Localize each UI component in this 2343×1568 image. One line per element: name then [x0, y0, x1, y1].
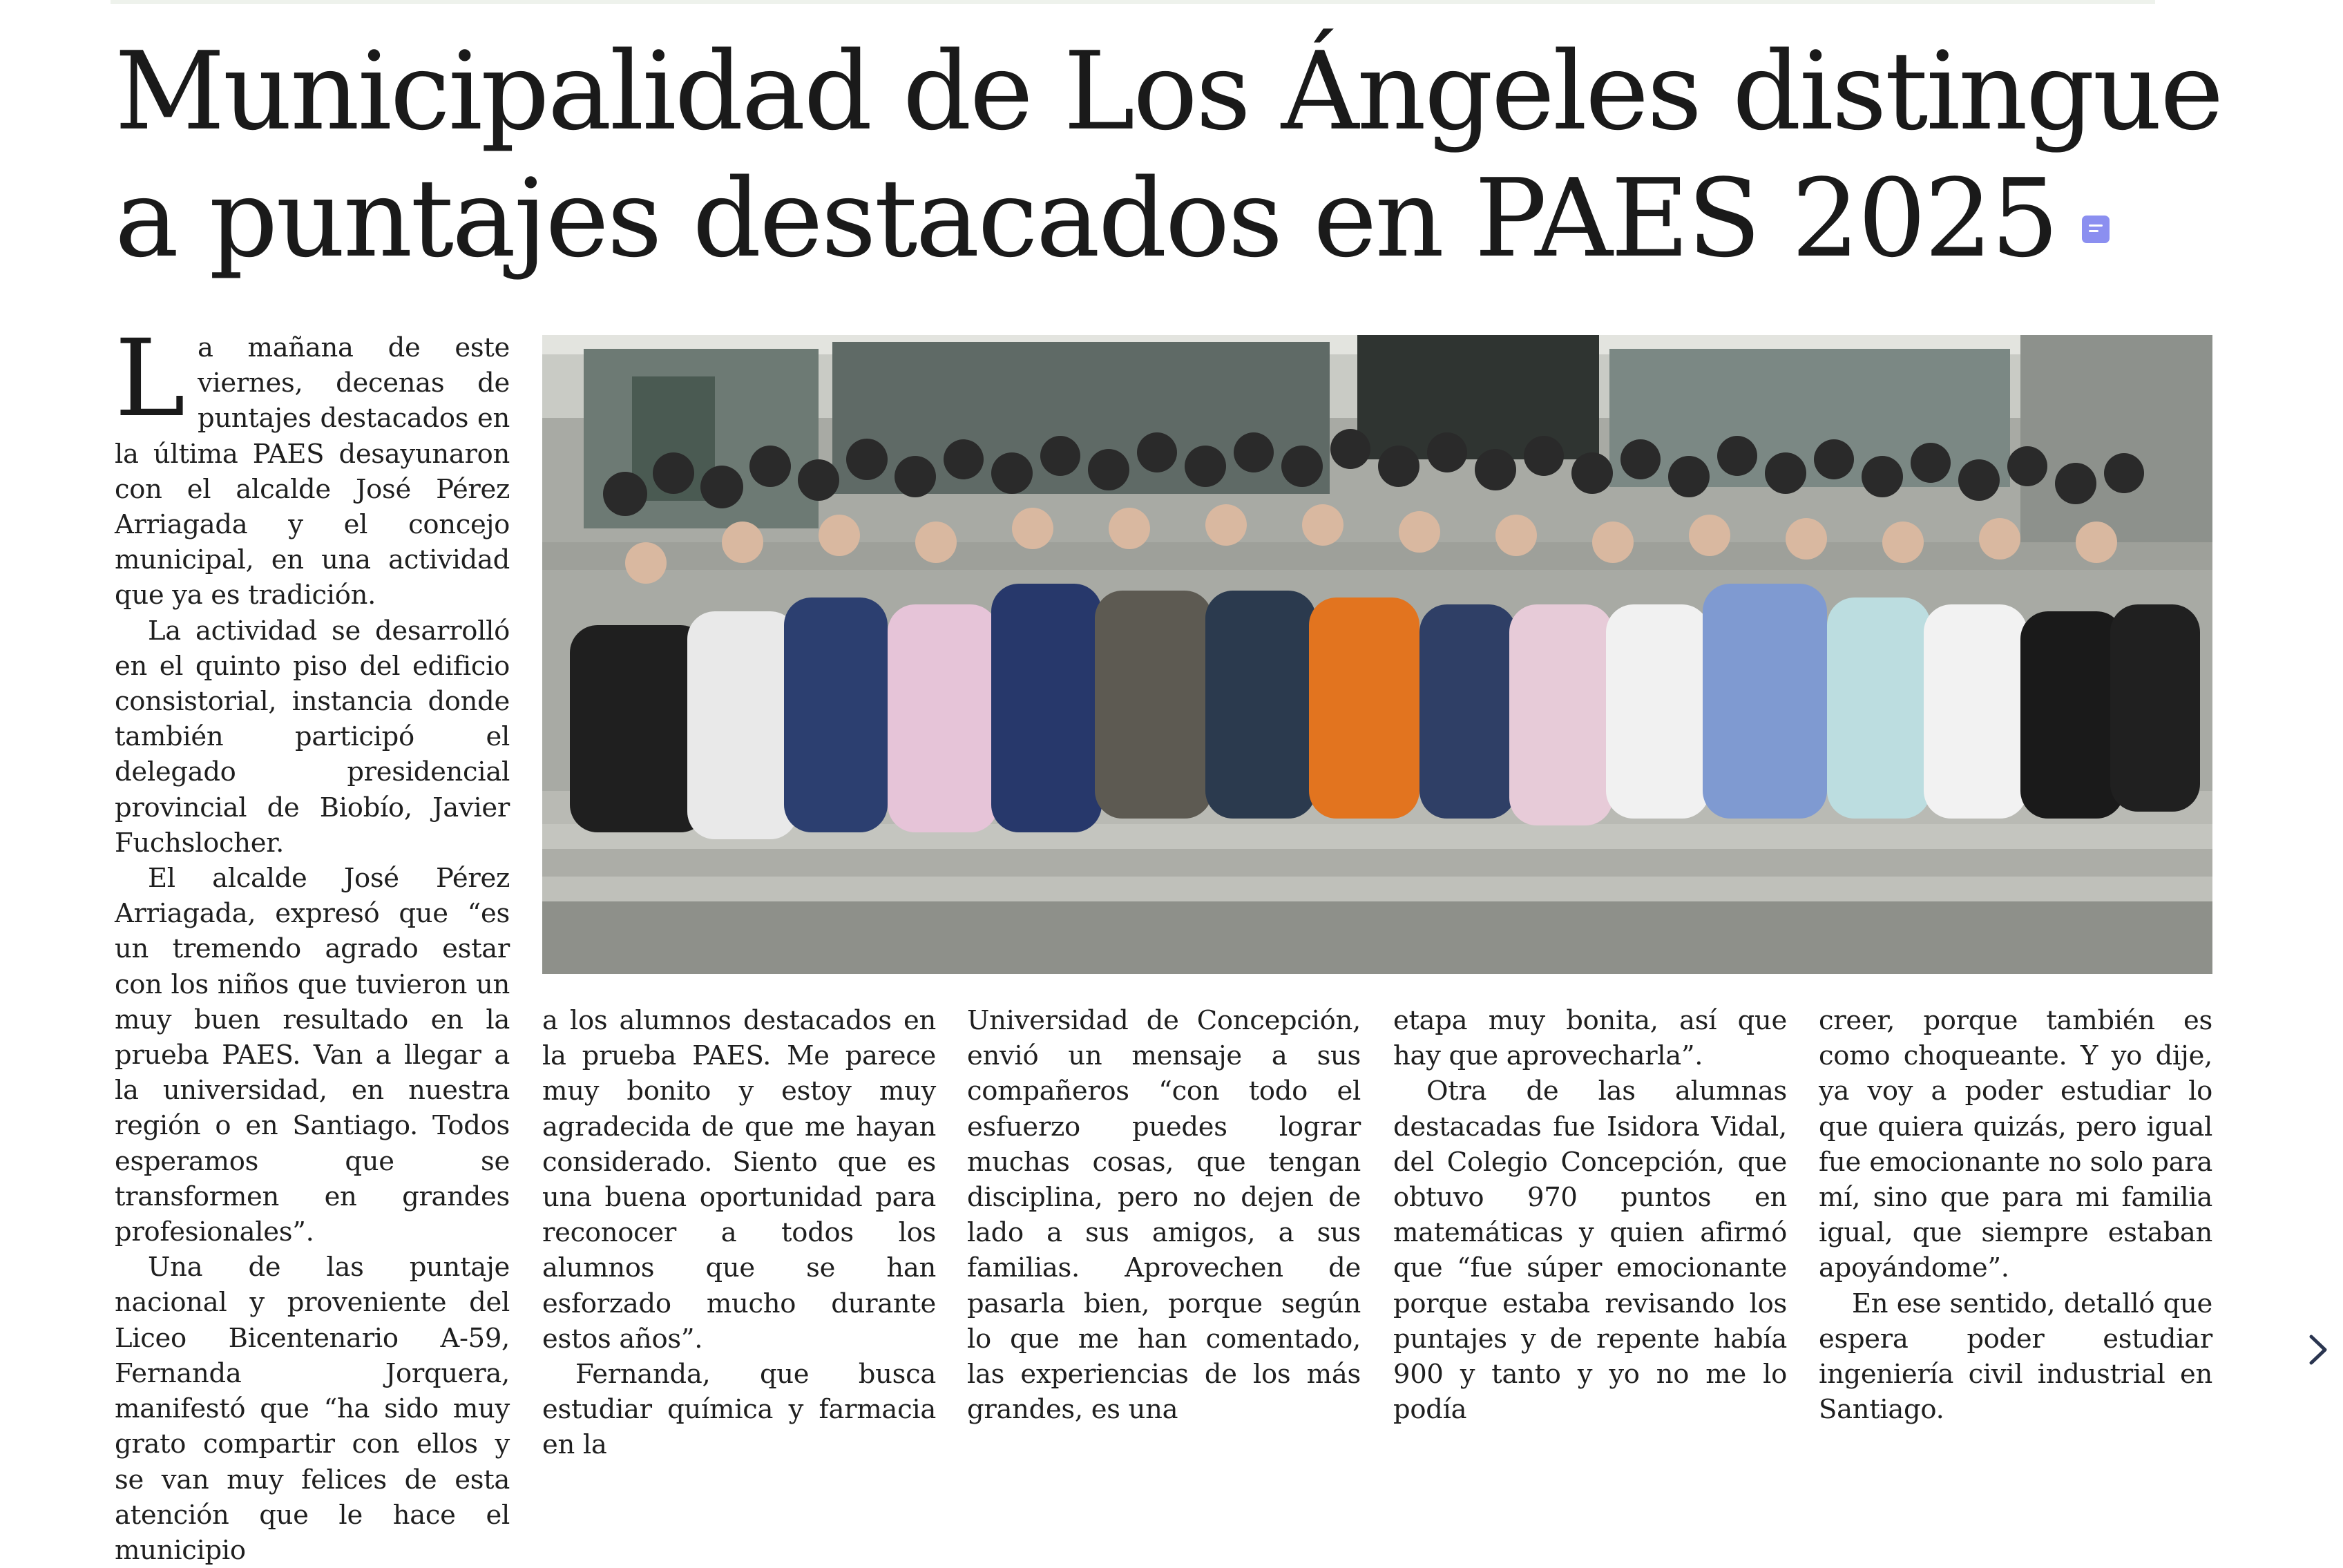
article-column-4: [1393, 1003, 1787, 1427]
article-paragraph: En ese sentido, detalló que espera poder estudiar ingeniería civil industrial en Santiago.: [1819, 1288, 2212, 1426]
article-paragraph: [115, 317, 510, 613]
article-paragraph: Universidad de Concepción, envió un mensaje a sus compañeros “con todo el esfuerzo puedes lograr muchas cosas, que tengan disciplina, pero no dejen de lado a sus amigos, a sus familias. Aprovechen de pasarla bien, porque según lo que me han comentado, las experiencias de los más grandes, es una: [967, 1005, 1361, 1426]
headline-line-1: Municipalidad de Los Ángeles distingue: [115, 28, 2222, 154]
top-rule: [111, 0, 2155, 4]
article-column-1: [115, 317, 510, 1568]
article-paragraph: etapa muy bonita, así que hay que aprovecharla”.: [1393, 1005, 1787, 1072]
headline-line-2-text: a puntajes destacados en PAES 2025: [115, 155, 2058, 281]
group-photo-image: [542, 335, 2212, 974]
paragraph-text: a mañana de este viernes, decenas de puntajes destacados en la última PAES desayunaron con el alcalde José Pérez Arriagada y el concejo municipal, en una actividad que ya es tradición.: [115, 332, 510, 611]
note-icon[interactable]: [2082, 216, 2110, 243]
article-paragraph: a los alumnos destacados en la prueba PAES. Me parece muy bonito y estoy muy agradecida de que me hayan considerado. Siento que es una buena oportunidad para reconocer a todos los alumnos que se han esforzado mucho durante estos años”.: [542, 1005, 936, 1355]
article-paragraph: La actividad se desarrolló en el quinto piso del edificio consistorial, instancia donde también participó el delegado presidencial provincial de Biobío, Javier Fuchslocher.: [115, 615, 510, 859]
article-column-3: [967, 1003, 1361, 1427]
article-paragraph: creer, porque también es como choqueante. Y yo dije, ya voy a poder estudiar lo que quiera quizás, pero igual fue emocionante no solo para mí, sino que para mi familia igual, que siempre estaban apoyándome”.: [1819, 1005, 2212, 1284]
headline-line-2: [115, 155, 2187, 282]
chevron-right-icon: [2304, 1334, 2332, 1366]
group-photo: [542, 335, 2212, 974]
article-paragraph: Otra de las alumnas destacadas fue Isidora Vidal, del Colegio Concepción, que obtuvo 970 puntos en matemáticas y quien afirmó que “fue súper emocionante porque estaba revisando los puntajes y de repente había 900 y tanto y yo no me lo podía: [1393, 1075, 1787, 1426]
article-paragraph: El alcalde José Pérez Arriagada, expresó que “es un tremendo agrado estar con los niños que tuvieron un muy buen resultado en la prueba PAES. Van a llegar a la universidad, en nuestra región o en Santiago. Todos esperamos que se transformen en grandes profesionales”.: [115, 863, 510, 1248]
drop-cap: L: [115, 317, 185, 441]
next-page-button[interactable]: [2295, 1326, 2343, 1374]
article-column-2: [542, 1003, 936, 1463]
article-paragraph: Una de las puntaje nacional y proveniente del Liceo Bicentenario A-59, Fernanda Jorquera, manifestó que “ha sido muy grato compartir con ellos y se van muy felices de esta atención que le hace el municipio: [115, 1252, 510, 1566]
headline: [115, 28, 2222, 282]
article-column-5: [1819, 1003, 2212, 1427]
article-paragraph: Fernanda, que busca estudiar química y farmacia en la: [542, 1359, 936, 1461]
